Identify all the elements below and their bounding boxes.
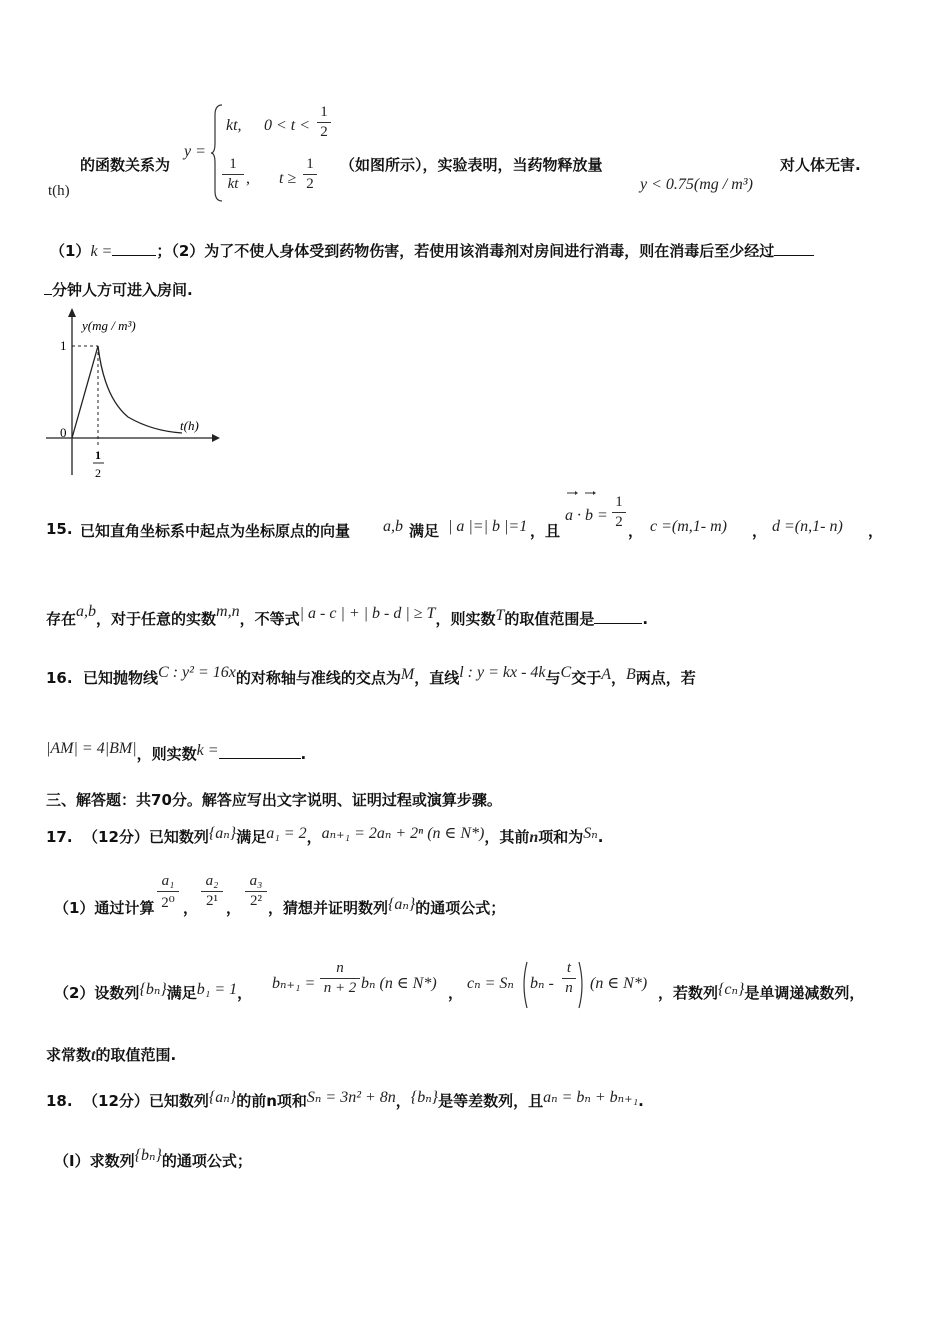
q17-p2-comma2: ，: [448, 984, 464, 1002]
y-axis-arrow-icon: [68, 308, 76, 317]
q15-line2-d: ，则实数: [435, 610, 496, 628]
q18-text1: 的前: [236, 1092, 267, 1110]
q14-part1-math: k =: [90, 243, 113, 260]
graph-y-tick: 1: [60, 338, 67, 353]
q17-p2-t-num: t: [566, 960, 572, 976]
q17-p2-b1: b₁ = 1: [196, 981, 238, 998]
graph-origin: 0: [60, 425, 67, 440]
q17-p2-t-den: n: [565, 980, 573, 996]
q17-frac2-num: a₂: [205, 873, 219, 889]
q15-line2-mn: m,n: [216, 603, 240, 620]
case1-condition: 0 < t <: [264, 117, 311, 134]
q16-A: A: [601, 666, 611, 683]
q17-p1-label: （1）通过计算: [54, 899, 155, 917]
q18-p1: [54, 1147, 252, 1171]
graph-decay-curve: [98, 346, 182, 433]
q17-p2-bn-lhs: bₙ₊₁ =: [272, 975, 316, 992]
case2-frac-den: kt: [227, 176, 239, 192]
q16-answer-blank[interactable]: [219, 746, 301, 759]
q17-frac2-den: 2¹: [206, 893, 218, 909]
q16-B: B: [626, 666, 636, 683]
q15-dot-num: 1: [615, 494, 623, 510]
case2-cond-den: 2: [306, 176, 314, 192]
q14-line2: [44, 279, 193, 300]
q18-number: 18.: [46, 1092, 73, 1110]
q17-p2-text1: 满足: [166, 984, 197, 1002]
x-axis-arrow-icon: [212, 434, 220, 442]
q16-line1: [46, 664, 696, 688]
q17-frac3-num: a₃: [249, 873, 263, 889]
graph-rise-line: [72, 346, 98, 438]
q17-p2-cn-inner: bₙ -: [530, 975, 554, 992]
q18-comma: ，: [395, 1092, 411, 1110]
q16-line2: [46, 740, 307, 764]
q16-text5: 交于: [571, 669, 602, 687]
graph-x-tick-num: 1: [95, 448, 101, 462]
y-equals: y =: [184, 143, 206, 160]
q16-text4: 与: [545, 669, 561, 687]
time-unit-label: t(h): [48, 183, 70, 199]
q15-comma3: ，: [868, 522, 884, 540]
q15-line2-e: 的取值范围是: [504, 610, 595, 628]
q16-number: 16.: [46, 669, 73, 687]
q15-dot-den: 2: [615, 514, 623, 530]
q17-p2-label: （2）设数列: [54, 984, 140, 1002]
q17-p1-frac2: [201, 873, 223, 910]
q14-blank-2b[interactable]: [44, 282, 52, 295]
q15-number: 15.: [46, 520, 73, 538]
q16-line-l: l : y = kx - 4k: [459, 664, 546, 681]
q18-text3: 是等差数列，且: [438, 1092, 544, 1110]
q17-p2-frac-num: n: [336, 960, 344, 976]
q17-line1: [46, 826, 603, 847]
q17-comma1: ，: [306, 828, 322, 846]
q16-parabola: C : y² = 16x: [158, 664, 236, 681]
q17-text2: ，其前: [484, 828, 530, 846]
q18-text2: 项和: [276, 1092, 307, 1110]
q17-p1-comma2: ，: [226, 899, 242, 917]
q15-d-def: d =(n,1- n): [772, 518, 843, 535]
q17-p2-t-fraction: [562, 960, 576, 997]
q18-line1: [46, 1090, 644, 1111]
q15-c-def: c =(m,1- m): [650, 518, 727, 535]
q16-condition: |AM| = 4|BM|: [46, 740, 137, 757]
q15-line2-vec: a,b: [76, 603, 97, 620]
q17-p2-line2-t: t: [91, 1047, 96, 1064]
q17-p2-text3: 是单调递减数列，: [744, 984, 865, 1002]
case1-expression: kt,: [226, 117, 242, 134]
case2-condition: t ≥: [279, 170, 297, 187]
q18-p1-end: 的通项公式；: [161, 1152, 252, 1170]
q15-vec-ab: a,b: [383, 518, 403, 535]
right-paren-icon: [578, 960, 586, 1010]
q15-dot-lhs: a · b =: [565, 507, 608, 524]
q17-p2-seq-c: {cₙ}: [718, 981, 745, 998]
q16-line2-end: .: [300, 745, 307, 763]
case2-comma: ,: [246, 170, 250, 187]
q18-end: .: [638, 1092, 644, 1110]
case1-fraction: [317, 104, 331, 141]
q17-p1-comma1: ，: [183, 899, 199, 917]
q17-a1: a₁ = 2: [266, 825, 307, 842]
q17-p2-seq-b: {bₙ}: [139, 981, 167, 998]
q15-line2-b: ，对于任意的实数: [96, 610, 217, 628]
q14-blank-2a[interactable]: [774, 243, 814, 256]
q18-n: n: [266, 1092, 277, 1110]
q15-comma1: ，: [628, 522, 644, 540]
q17-p2-text2: ，若数列: [658, 984, 719, 1002]
case2-fraction: [222, 156, 244, 193]
q17-p2-cn-rhs: (n ∈ N*): [590, 975, 648, 992]
q16-text7: 两点，若: [635, 669, 696, 687]
q17-p1-text: ，猜想并证明数列: [268, 899, 389, 917]
q15-text2: 满足: [409, 522, 440, 540]
q15-line2-end: .: [642, 610, 649, 628]
threshold-expression: y < 0.75(mg / m³): [640, 176, 753, 193]
q17-p2-cn-lhs: cₙ = Sₙ: [467, 975, 514, 992]
q16-C: C: [560, 664, 572, 681]
q15-ineq: | a - c | + | b - d | ≥ T: [299, 605, 436, 622]
q16-text6: ，: [611, 669, 627, 687]
q17-frac3-den: 2²: [250, 893, 262, 909]
q15-line2-c: ，不等式: [239, 610, 300, 628]
q16-text2: 的对称轴与准线的交点为: [235, 669, 401, 687]
q17-number: 17.: [46, 828, 73, 846]
graph-y-label: y(mg / m³): [82, 318, 136, 333]
q17-p2-start: [54, 982, 252, 1003]
q14-line2-text: 分钟人方可进入房间.: [52, 281, 193, 299]
q14-part2-text: （2）为了不使人身体受到药物伤害，若使用该消毒剂对房间进行消毒，则在消毒后至少经过: [171, 242, 775, 260]
q18-p1-label: （Ⅰ）求数列: [54, 1152, 135, 1170]
q16-text1: 已知抛物线: [83, 669, 159, 687]
q17-p2-fraction: [320, 960, 360, 997]
q16-line2-a: ，则实数: [136, 745, 197, 763]
vector-arrows-icon: [565, 489, 599, 497]
q17-p2-frac-den: n + 2: [323, 980, 357, 996]
q17-text3: 项和为: [538, 828, 584, 846]
q17-score: （12分）已知数列: [83, 828, 209, 846]
q17-seq: {aₙ}: [208, 825, 237, 842]
q17-recur: aₙ₊₁ = 2aₙ + 2ⁿ (n ∈ N*): [321, 825, 485, 842]
q17-p2-bn-rhs: bₙ (n ∈ N*): [361, 975, 437, 992]
q16-line2-k: k =: [196, 742, 219, 759]
q16-text3: ，直线: [414, 669, 460, 687]
q15-cond1: | a |=| b |=1: [448, 518, 528, 535]
case2-frac-num: 1: [229, 156, 237, 172]
case2-cond-fraction: [303, 156, 317, 193]
q14-part-line: [50, 240, 814, 261]
q18-p1-seq: {bₙ}: [134, 1147, 162, 1164]
q17-frac1-num: a₁: [161, 873, 175, 889]
q15-comma2: ，: [752, 522, 768, 540]
q14-blank-1[interactable]: [112, 243, 156, 256]
q15-line2-T: T: [495, 607, 505, 624]
case1-frac-den: 2: [320, 124, 328, 140]
function-middle-text: （如图所示），实验表明，当药物释放量: [340, 156, 603, 174]
case1-frac-num: 1: [320, 104, 328, 120]
q18-score: （12分）已知数列: [83, 1092, 209, 1110]
q17-Sn: Sₙ: [583, 825, 598, 842]
function-lead-text: 的函数关系为: [80, 156, 171, 174]
q18-seq-a: {aₙ}: [208, 1089, 237, 1106]
q17-p1-rest: [268, 897, 505, 918]
function-tail-text: 对人体无害.: [780, 156, 861, 174]
q17-end: .: [597, 828, 604, 846]
q17-p2-comma: ，: [237, 984, 253, 1002]
q14-part1-label: （1）: [50, 242, 91, 260]
q17-p1-frac3: [245, 873, 267, 910]
q15-line2-a: 存在: [46, 610, 77, 628]
concentration-graph: [42, 305, 232, 485]
q15-text3: ，且: [530, 522, 561, 540]
q17-p1-seq: {aₙ}: [388, 896, 416, 913]
case2-cond-num: 1: [306, 156, 314, 172]
q16-M: M: [400, 666, 415, 683]
q15-line2: [46, 603, 649, 629]
q17-p1-frac1: [157, 873, 179, 912]
q17-n: n: [529, 829, 539, 846]
section3-heading: 三、解答题：共70分。解答应写出文字说明、证明过程或演算步骤。: [46, 791, 502, 809]
graph-x-label: t(h): [180, 418, 199, 433]
q15-text1: 已知直角坐标系中起点为坐标原点的向量: [80, 522, 351, 540]
q17-frac1-den: 2⁰: [161, 895, 175, 911]
q14-sep: ；: [156, 242, 172, 260]
q18-seq-b: {bₙ}: [410, 1089, 439, 1106]
q17-p1-end: 的通项公式；: [415, 899, 506, 917]
q17-p2-line2: [46, 1044, 176, 1065]
q17-p2-line2-a: 求常数: [46, 1046, 92, 1064]
graph-x-tick-den: 2: [95, 466, 101, 480]
q17-p2-end: [658, 982, 864, 1003]
q15-dot-fraction: [612, 494, 626, 531]
q15-answer-blank[interactable]: [594, 611, 642, 624]
q17-text1: 满足: [236, 828, 267, 846]
q18-Sn: Sₙ = 3n² + 8n: [306, 1089, 396, 1106]
left-paren-icon: [520, 960, 528, 1010]
q17-p2-line2-b: 的取值范围.: [95, 1046, 177, 1064]
q18-rel: aₙ = bₙ + bₙ₊₁: [543, 1089, 639, 1106]
